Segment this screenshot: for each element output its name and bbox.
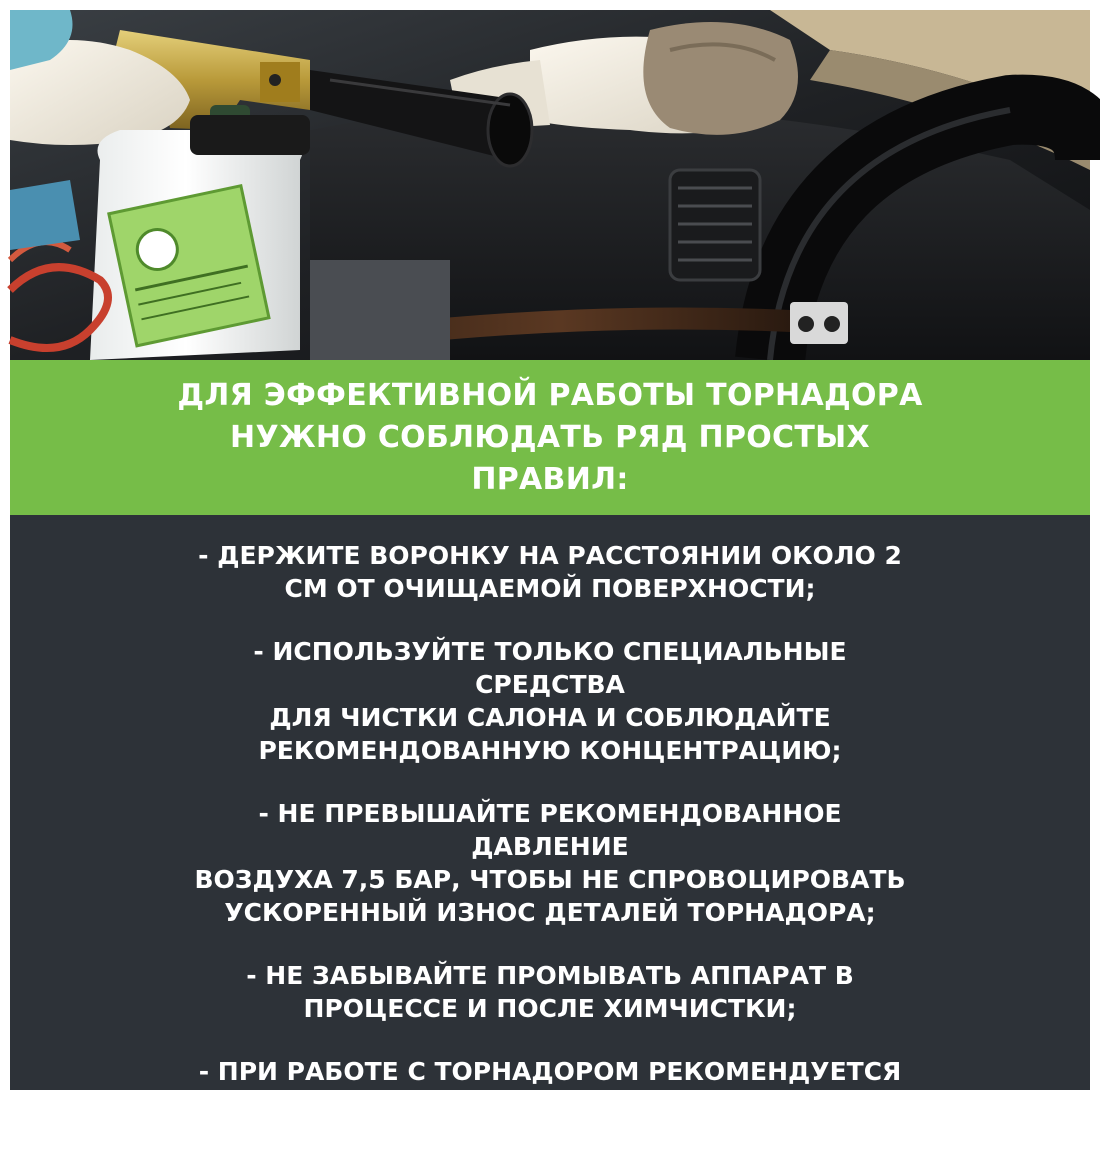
rule-4-line-2: ПРОЦЕССЕ И ПОСЛЕ ХИМЧИСТКИ; bbox=[303, 994, 797, 1023]
headline-line-1: ДЛЯ ЭФФЕКТИВНОЙ РАБОТЫ ТОРНАДОРА bbox=[177, 377, 923, 413]
rule-item bbox=[180, 539, 920, 605]
rule-2-line-3: РЕКОМЕНДОВАННУЮ КОНЦЕНТРАЦИЮ; bbox=[258, 736, 842, 765]
rule-item bbox=[180, 635, 920, 767]
infographic-card bbox=[10, 10, 1090, 1152]
headline-line-2: НУЖНО СОБЛЮДАТЬ РЯД ПРОСТЫХ bbox=[230, 419, 870, 455]
tornador-photo bbox=[10, 10, 1090, 360]
rule-2-line-1: - ИСПОЛЬЗУЙТЕ ТОЛЬКО СПЕЦИАЛЬНЫЕ СРЕДСТВА bbox=[253, 637, 847, 699]
headline-line-3: ПРАВИЛ: bbox=[471, 461, 629, 497]
headline bbox=[170, 375, 930, 501]
rule-item bbox=[180, 797, 920, 929]
rule-item bbox=[180, 959, 920, 1025]
rule-4-line-1: - НЕ ЗАБЫВАЙТЕ ПРОМЫВАТЬ АППАРАТ В bbox=[246, 961, 854, 990]
rule-5-line-3: РЕСПИРАТОР И ПЕРЧАТКИ bbox=[358, 1123, 742, 1152]
rules-panel bbox=[10, 515, 1090, 1152]
rule-1-line-1: - ДЕРЖИТЕ ВОРОНКУ НА РАССТОЯНИИ ОКОЛО 2 bbox=[198, 541, 902, 570]
rule-3-line-3: УСКОРЕННЫЙ ИЗНОС ДЕТАЛЕЙ ТОРНАДОРА; bbox=[224, 898, 876, 927]
rule-3-line-1: - НЕ ПРЕВЫШАЙТЕ РЕКОМЕНДОВАННОЕ ДАВЛЕНИЕ bbox=[258, 799, 842, 861]
rules-list bbox=[10, 539, 1090, 1154]
rule-3-line-2: ВОЗДУХА 7,5 БАР, ЧТОБЫ НЕ СПРОВОЦИРОВАТЬ bbox=[194, 865, 906, 894]
headline-band bbox=[10, 360, 1090, 515]
rule-item bbox=[180, 1055, 920, 1154]
rule-1-line-2: СМ ОТ ОЧИЩАЕМОЙ ПОВЕРХНОСТИ; bbox=[284, 574, 816, 603]
rule-5-line-2: ИСПОЛЬЗОВАТЬ СРЕДСТВА ЗАЩИТЫ: ОЧКИ, bbox=[226, 1090, 874, 1119]
rule-2-line-2: ДЛЯ ЧИСТКИ САЛОНА И СОБЛЮДАЙТЕ bbox=[269, 703, 831, 732]
rule-5-line-1: - ПРИ РАБОТЕ С ТОРНАДОРОМ РЕКОМЕНДУЕТСЯ bbox=[198, 1057, 902, 1086]
